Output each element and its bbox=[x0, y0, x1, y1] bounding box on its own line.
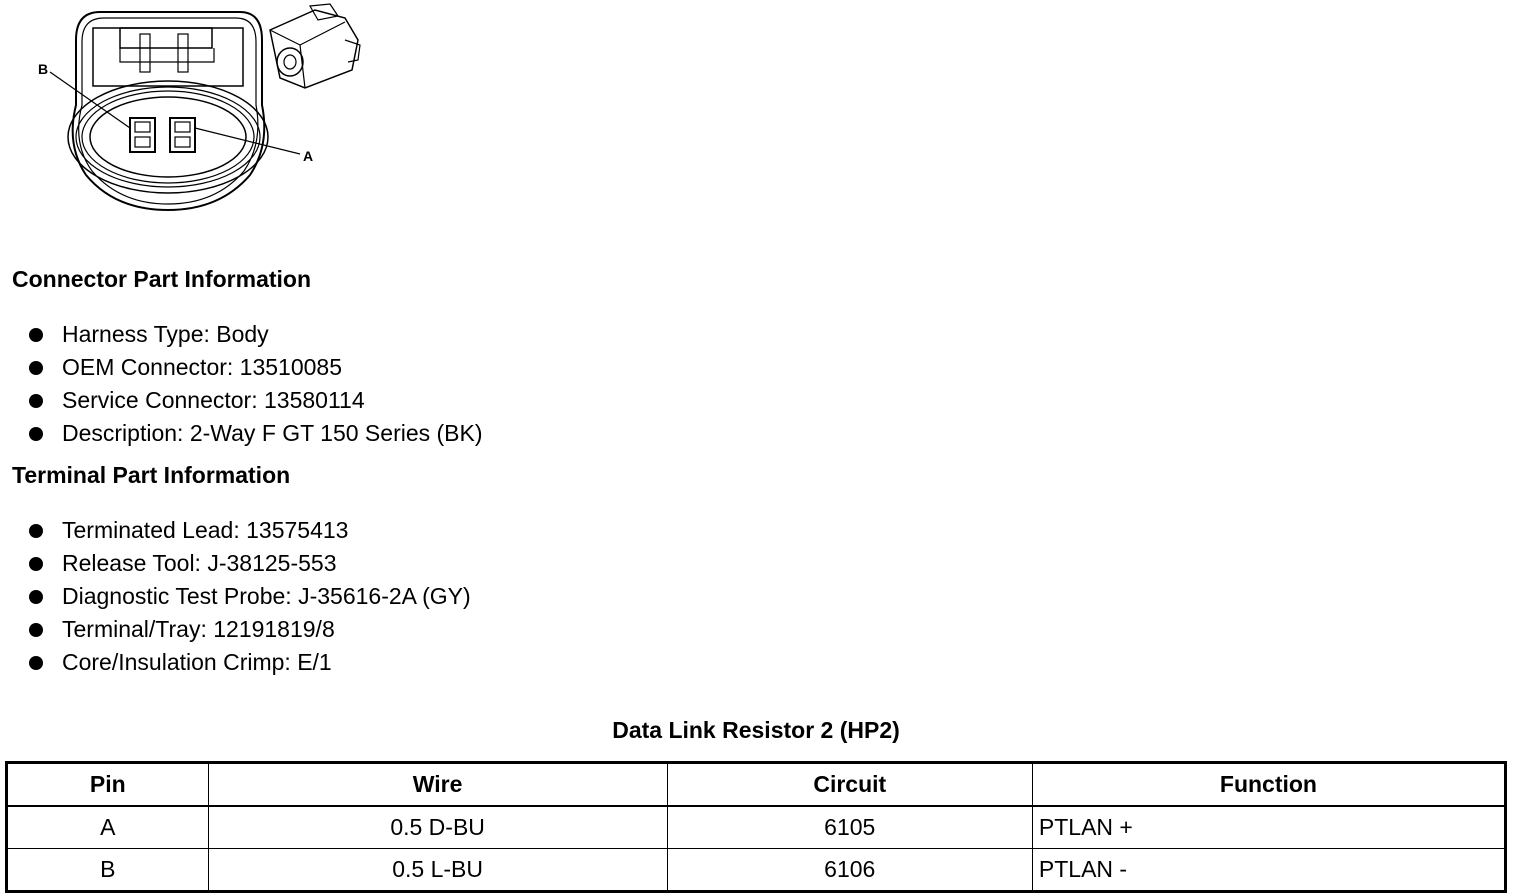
table-header-row bbox=[7, 763, 1506, 807]
list-item: Service Connector: 13580114 bbox=[0, 384, 483, 417]
cell-function: PTLAN - bbox=[1032, 849, 1505, 892]
connector-part-heading: Connector Part Information bbox=[12, 266, 312, 292]
cell-wire: 0.5 D-BU bbox=[208, 806, 667, 849]
list-item: Terminal/Tray: 12191819/8 bbox=[0, 613, 471, 646]
cell-circuit: 6106 bbox=[667, 849, 1032, 892]
pin-a-label: A bbox=[303, 148, 314, 164]
list-item: Harness Type: Body bbox=[0, 318, 483, 351]
header-function: Function bbox=[1032, 763, 1505, 807]
list-item: Release Tool: J-38125-553 bbox=[0, 547, 471, 580]
connector-diagram bbox=[0, 0, 380, 230]
connector-part-list bbox=[0, 318, 483, 450]
header-wire: Wire bbox=[208, 763, 667, 807]
cell-function: PTLAN + bbox=[1032, 806, 1505, 849]
table-row bbox=[7, 849, 1506, 892]
list-item: Terminated Lead: 13575413 bbox=[0, 514, 471, 547]
bullet-icon bbox=[29, 623, 43, 637]
bullet-icon bbox=[29, 557, 43, 571]
list-item: OEM Connector: 13510085 bbox=[0, 351, 483, 384]
cell-circuit: 6105 bbox=[667, 806, 1032, 849]
list-item: Description: 2-Way F GT 150 Series (BK) bbox=[0, 417, 483, 450]
bullet-icon bbox=[29, 427, 43, 441]
bullet-icon bbox=[29, 361, 43, 375]
header-circuit: Circuit bbox=[667, 763, 1032, 807]
cell-pin: A bbox=[7, 806, 209, 849]
cell-pin: B bbox=[7, 849, 209, 892]
pin-b-label: B bbox=[38, 61, 49, 77]
header-pin: Pin bbox=[7, 763, 209, 807]
table-row bbox=[7, 806, 1506, 849]
bullet-icon bbox=[29, 590, 43, 604]
list-item: Core/Insulation Crimp: E/1 bbox=[0, 646, 471, 679]
list-item: Diagnostic Test Probe: J-35616-2A (GY) bbox=[0, 580, 471, 613]
bullet-icon bbox=[29, 394, 43, 408]
bullet-icon bbox=[29, 656, 43, 670]
table-title: Data Link Resistor 2 (HP2) bbox=[612, 717, 900, 743]
terminal-part-heading: Terminal Part Information bbox=[12, 462, 291, 488]
pinout-table bbox=[5, 761, 1507, 893]
bullet-icon bbox=[29, 328, 43, 342]
bullet-icon bbox=[29, 524, 43, 538]
cell-wire: 0.5 L-BU bbox=[208, 849, 667, 892]
terminal-part-list bbox=[0, 514, 471, 679]
